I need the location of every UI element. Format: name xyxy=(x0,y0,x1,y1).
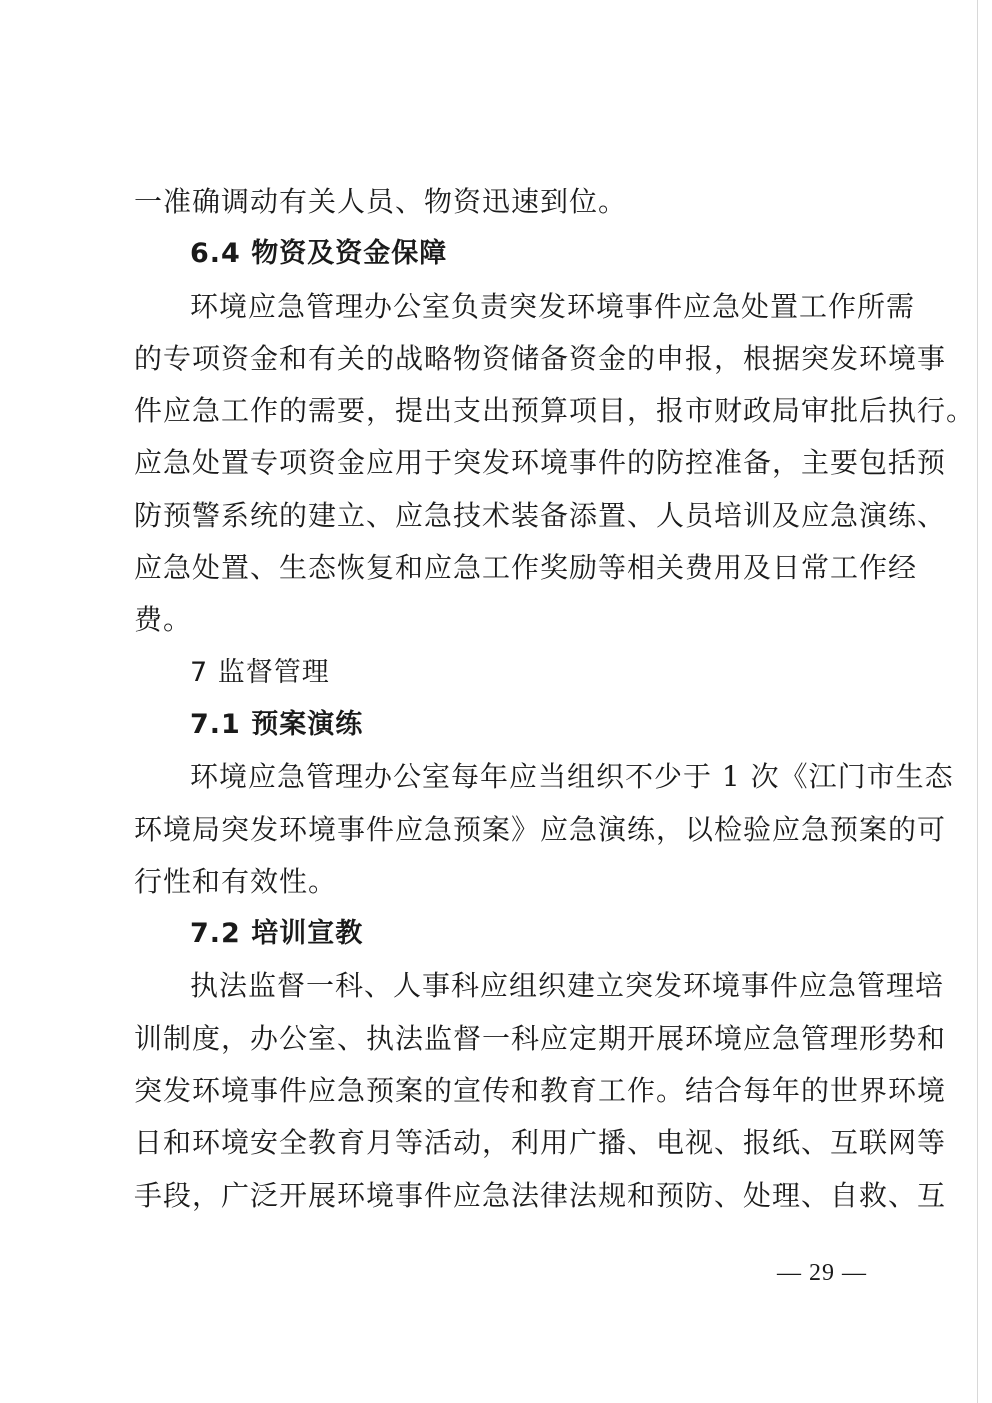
body-line: 环境应急管理办公室每年应当组织不少于 1 次《江门市生态 xyxy=(190,760,954,794)
page-content xyxy=(134,176,976,1222)
body-line: 一准确调动有关人员、物资迅速到位。 xyxy=(134,185,628,218)
body-line: 件应急工作的需要，提出支出预算项目，报市财政局审批后执行。 xyxy=(134,394,976,428)
body-line: 防预警系统的建立、应急技术装备添置、人员培训及应急演练、 xyxy=(134,498,947,532)
body-line: 应急处置专项资金应用于突发环境事件的防控准备，主要包括预 xyxy=(134,446,947,480)
body-line: 应急处置、生态恢复和应急工作奖励等相关费用及日常工作经 xyxy=(134,551,918,585)
body-line: 训制度，办公室、执法监督一科应定期开展环境应急管理形势和 xyxy=(134,1021,947,1055)
body-line: 行性和有效性。 xyxy=(134,864,338,898)
section-heading-7-2: 7.2 培训宣教 xyxy=(190,918,364,950)
body-line: 突发环境事件应急预案的宣传和教育工作。结合每年的世界环境 xyxy=(134,1074,947,1108)
body-line: 费。 xyxy=(134,603,193,637)
section-heading-7: 7 监督管理 xyxy=(190,656,330,688)
page-number: — 29 — xyxy=(777,1260,867,1286)
body-line: 环境局突发环境事件应急预案》应急演练，以检验应急预案的可 xyxy=(134,812,947,846)
body-line: 手段，广泛开展环境事件应急法律法规和预防、处理、自救、互 xyxy=(134,1178,947,1212)
page-edge-line xyxy=(977,0,978,1403)
body-line: 环境应急管理办公室负责突发环境事件应急处置工作所需 xyxy=(190,289,916,323)
body-line: 的专项资金和有关的战略物资储备资金的申报，根据突发环境事 xyxy=(134,341,947,375)
body-line: 日和环境安全教育月等活动，利用广播、电视、报纸、互联网等 xyxy=(134,1126,947,1160)
section-heading-6-4: 6.4 物资及资金保障 xyxy=(190,238,448,270)
section-heading-7-1: 7.1 预案演练 xyxy=(190,708,364,740)
body-line: 执法监督一科、人事科应组织建立突发环境事件应急管理培 xyxy=(190,969,945,1003)
